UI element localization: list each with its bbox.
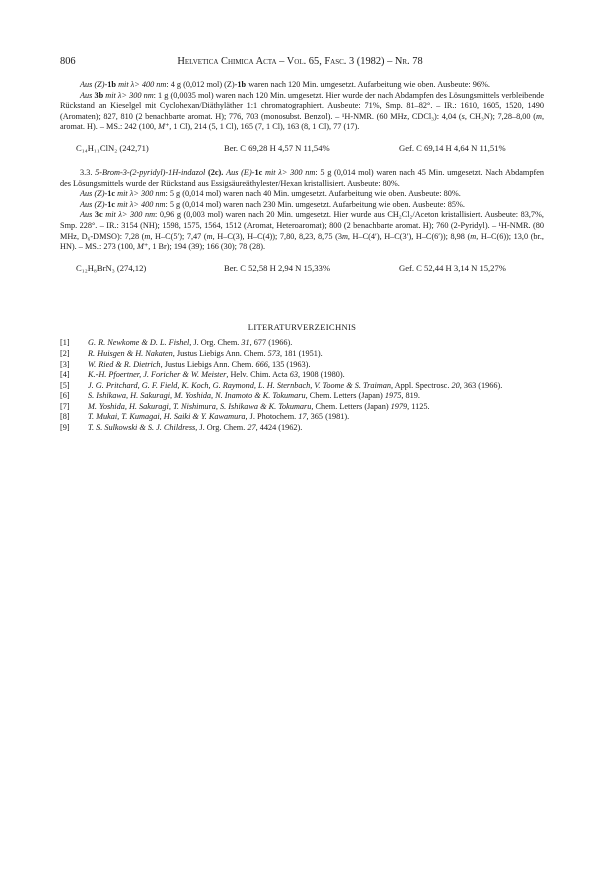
multiplicity: s — [461, 111, 465, 121]
condition-text: Aus (Z)- — [80, 199, 108, 209]
found-values: Gef. C 69,14 H 4,64 N 11,51% — [399, 142, 506, 153]
reference-journal: , J. Photochem. — [245, 412, 299, 422]
reference-number: [9] — [60, 423, 70, 433]
reference-item — [60, 423, 544, 434]
reference-number: [4] — [60, 370, 70, 380]
condition-text: Aus — [80, 210, 95, 220]
reference-authors: G. R. Newkome & D. L. Fishel — [88, 338, 190, 348]
page-header — [60, 56, 540, 70]
body-text: , H–C(3), H–C(4)); 7,80, 8,23, 8,75 (3 — [212, 231, 342, 241]
paragraph-aus-3c — [60, 210, 544, 252]
reference-pages: , 181 (1951). — [280, 348, 323, 358]
condition-text: Aus (E)- — [226, 167, 255, 177]
reference-authors: W. Ried & R. Dietrich — [88, 359, 161, 369]
compound-number: (2c). — [205, 167, 227, 177]
reference-item — [60, 391, 544, 402]
reference-number: [5] — [60, 380, 70, 390]
reference-journal: , Helv. Chim. Acta — [226, 370, 290, 380]
body-text: , aromat. H). – MS.: 242 (100, — [60, 111, 544, 132]
paragraph-aus-3b — [60, 91, 544, 133]
reference-journal: , J. Org. Chem. — [189, 338, 242, 348]
reference-volume: 20 — [451, 380, 460, 390]
elemental-analysis-2b — [60, 143, 544, 154]
reference-volume: 1975 — [384, 391, 402, 401]
body-text: : 5 g (0,014 mol) waren nach 45 Min. umgesetzt. Nach Abdampfen des Lösungsmittels wurde der Rückstand aus Essigsäureäthylester/Hexan kristallisiert. Ausbeute: 80%. — [60, 167, 544, 188]
reference-authors: M. Yoshida, H. Sakuragi, T. Nishimura, S. Ishikawa & K. Tokumaru — [88, 401, 312, 411]
condition-text: mit λ> 300 nm — [103, 90, 154, 100]
reference-item — [60, 360, 544, 371]
reference-authors: J. G. Pritchard, G. F. Field, K. Koch, G. Raymond, L. H. Sternbach, V. Toome & S. Traiman — [88, 380, 391, 390]
multiplicity: m — [470, 231, 477, 241]
compound-name: 5-Brom-3-(2-pyridyl)-1H-indazol — [95, 167, 206, 177]
molecular-ion: M — [137, 242, 144, 252]
calculated-values: Ber. C 69,28 H 4,57 N 11,54% — [224, 142, 330, 153]
elemental-analysis-2c — [60, 263, 544, 274]
reference-volume: 63 — [289, 370, 298, 380]
multiplicity: m — [206, 231, 213, 241]
reference-authors: T. Mukai, T. Kumagai, H. Saiki & Y. Kawamura — [88, 412, 246, 422]
reference-journal: , Justus Liebigs Ann. Chem. — [172, 348, 268, 358]
article-body — [60, 80, 544, 434]
reference-item — [60, 412, 544, 423]
body-text: : 5 g (0,014 mol) waren nach 40 Min. umgesetzt. Aufarbeitung wie oben. Ausbeute: 80%. — [165, 189, 461, 199]
compound-number: 1b — [237, 80, 247, 89]
multiplicity: m — [535, 111, 542, 121]
reference-pages: , 677 (1966). — [249, 338, 293, 348]
reference-number: [7] — [60, 401, 70, 411]
body-text: : 5 g (0,014 mol) waren nach 230 Min. umgesetzt. Aufarbeitung wie oben. Ausbeute: 85%. — [165, 199, 465, 209]
condition-text: mit λ> 400 nm — [116, 80, 167, 89]
reference-pages: , 1125. — [407, 401, 430, 411]
reference-journal: , Chem. Letters (Japan) — [311, 401, 391, 411]
reference-item — [60, 381, 544, 392]
condition-text: mit λ> 300 nm — [115, 189, 166, 199]
reference-pages: , 365 (1981). — [306, 412, 350, 422]
reference-journal: , J. Org. Chem. — [195, 423, 248, 433]
compound-number: 1c — [107, 189, 116, 199]
reference-pages: , 363 (1966). — [459, 380, 503, 390]
molecular-formula: C₁₄H₁₁ClN₂ (242,71) — [76, 142, 149, 153]
compound-number: 3c — [94, 210, 103, 220]
reference-volume: 573 — [267, 348, 281, 358]
reference-volume: 1979 — [390, 401, 408, 411]
reference-pages: , 819. — [401, 391, 420, 401]
section-number: 3.3. — [80, 167, 96, 177]
paragraph-aus-z-1b — [60, 80, 544, 91]
reference-volume: 17 — [298, 412, 307, 422]
molecular-ion: M — [158, 122, 165, 132]
compound-number: 1c — [107, 199, 116, 209]
reference-volume: 31 — [241, 338, 250, 348]
calculated-values: Ber. C 52,58 H 2,94 N 15,33% — [224, 262, 330, 273]
reference-number: [1] — [60, 338, 70, 348]
condition-text: mit λ> 300 nm — [262, 167, 316, 177]
reference-item — [60, 370, 544, 381]
body-text: , H–C(5′); 7,47 ( — [150, 231, 207, 241]
body-text: waren nach 120 Min. umgesetzt. Aufarbeitung wie oben. Ausbeute: 96%. — [246, 80, 490, 89]
condition-text: Aus (Z)- — [80, 189, 108, 199]
reference-pages: , 4424 (1962). — [255, 423, 303, 433]
condition-text: mit λ> 400 nm — [115, 199, 166, 209]
reference-item — [60, 402, 544, 413]
reference-volume: 666 — [255, 359, 268, 369]
compound-number: 1b — [107, 80, 116, 89]
body-text: : 0,96 g (0,003 mol) waren nach 20 Min. umgesetzt. Hier wurde aus CH₂Cl₂/Aceton kristallisiert. Ausbeute: 83,7%, Smp. 228°. – IR.: 3154 (NH); 1598, 1575, 1564, 1512 (Aromat, Heteroaromat); 800 (2 benachbarte aromat. H); 760 (2-Pyridyl). – ¹H-NMR. (80 MHz, D₆-DMSO): 7,28 ( — [60, 210, 544, 241]
paragraph-aus-z-1c-300 — [60, 189, 544, 200]
body-text: : 1 g (0,0035 mol) waren nach 120 Min. umgesetzt. Hier wurde der nach Abdampfen des Lösungsmittels verbleibende Rückstand an Kieselgel mit Cyclohexan/Diäthyläther 1:1 chromatographiert. Ausbeute: 71%, Smp. 81–82°. – IR.: 1610, 1605, 1520, 1490 (Aromaten); 827, 810 (2 benachbarte aromat. H); 776, 703 (monosubst. Benzol). – ¹H-NMR. (60 MHz, CDCl₃): 4,04 ( — [60, 90, 544, 121]
reference-pages: , 135 (1963). — [267, 359, 311, 369]
references-heading: LITERATURVERZEICHNIS — [247, 321, 357, 332]
multiplicity: m — [341, 231, 348, 241]
reference-list — [60, 338, 544, 433]
body-text: : 4 g (0,012 mol) (Z)- — [166, 80, 238, 89]
reference-journal: , Justus Liebigs Ann. Chem. — [160, 359, 256, 369]
reference-number: [3] — [60, 359, 70, 369]
reference-number: [6] — [60, 391, 70, 401]
reference-authors: K.-H. Pfoertner, J. Foricher & W. Meister — [88, 370, 227, 380]
reference-authors: T. S. Sulkowski & S. J. Childress — [88, 423, 196, 433]
reference-authors: S. Ishikawa, H. Sakuragi, M. Yoshida, N. Inamoto & K. Tokumaru — [88, 391, 306, 401]
reference-authors: R. Huisgen & H. Nakaten — [88, 348, 173, 358]
condition-text: Aus (Z)- — [80, 80, 108, 89]
body-text: , CH₃N); 7,28–8,00 ( — [464, 111, 536, 121]
reference-item — [60, 349, 544, 360]
reference-pages: , 1908 (1980). — [297, 370, 345, 380]
compound-number: 1c — [254, 167, 263, 177]
page-number: 806 — [60, 56, 76, 67]
journal-title: Helvetica Chimica Acta – Vol. 65, Fasc. 3 (1982) – Nr. 78 — [177, 56, 423, 67]
reference-journal: , Chem. Letters (Japan) — [305, 391, 385, 401]
body-text: , H–C(6)); 13,0 (br., HN). – MS.: 273 (100, — [60, 231, 544, 252]
reference-journal: , Appl. Spectrosc. — [390, 380, 452, 390]
multiplicity: m — [144, 231, 151, 241]
body-text: , H–C(4′), H–C(3′), H–C(6′)); 8,98 ( — [347, 231, 471, 241]
compound-number: 3b — [94, 90, 104, 100]
condition-text: mit λ> 300 nm — [102, 210, 156, 220]
body-text: ⁺, 1 Cl), 214 (5, 1 Cl), 165 (7, 1 Cl), 163 (8, 1 Cl), 77 (17). — [164, 122, 360, 132]
reference-item — [60, 338, 544, 349]
paragraph-section-3-3 — [60, 168, 544, 189]
paragraph-aus-z-1c-400 — [60, 200, 544, 211]
molecular-formula: C₁₂H₈BrN₃ (274,12) — [76, 262, 147, 273]
condition-text: Aus — [80, 90, 95, 100]
reference-number: [8] — [60, 412, 70, 422]
body-text: ⁺, 1 Br); 194 (39); 166 (30); 78 (28). — [143, 242, 266, 252]
reference-number: [2] — [60, 348, 70, 358]
reference-volume: 27 — [247, 423, 256, 433]
found-values: Gef. C 52,44 H 3,14 N 15,27% — [399, 262, 506, 273]
